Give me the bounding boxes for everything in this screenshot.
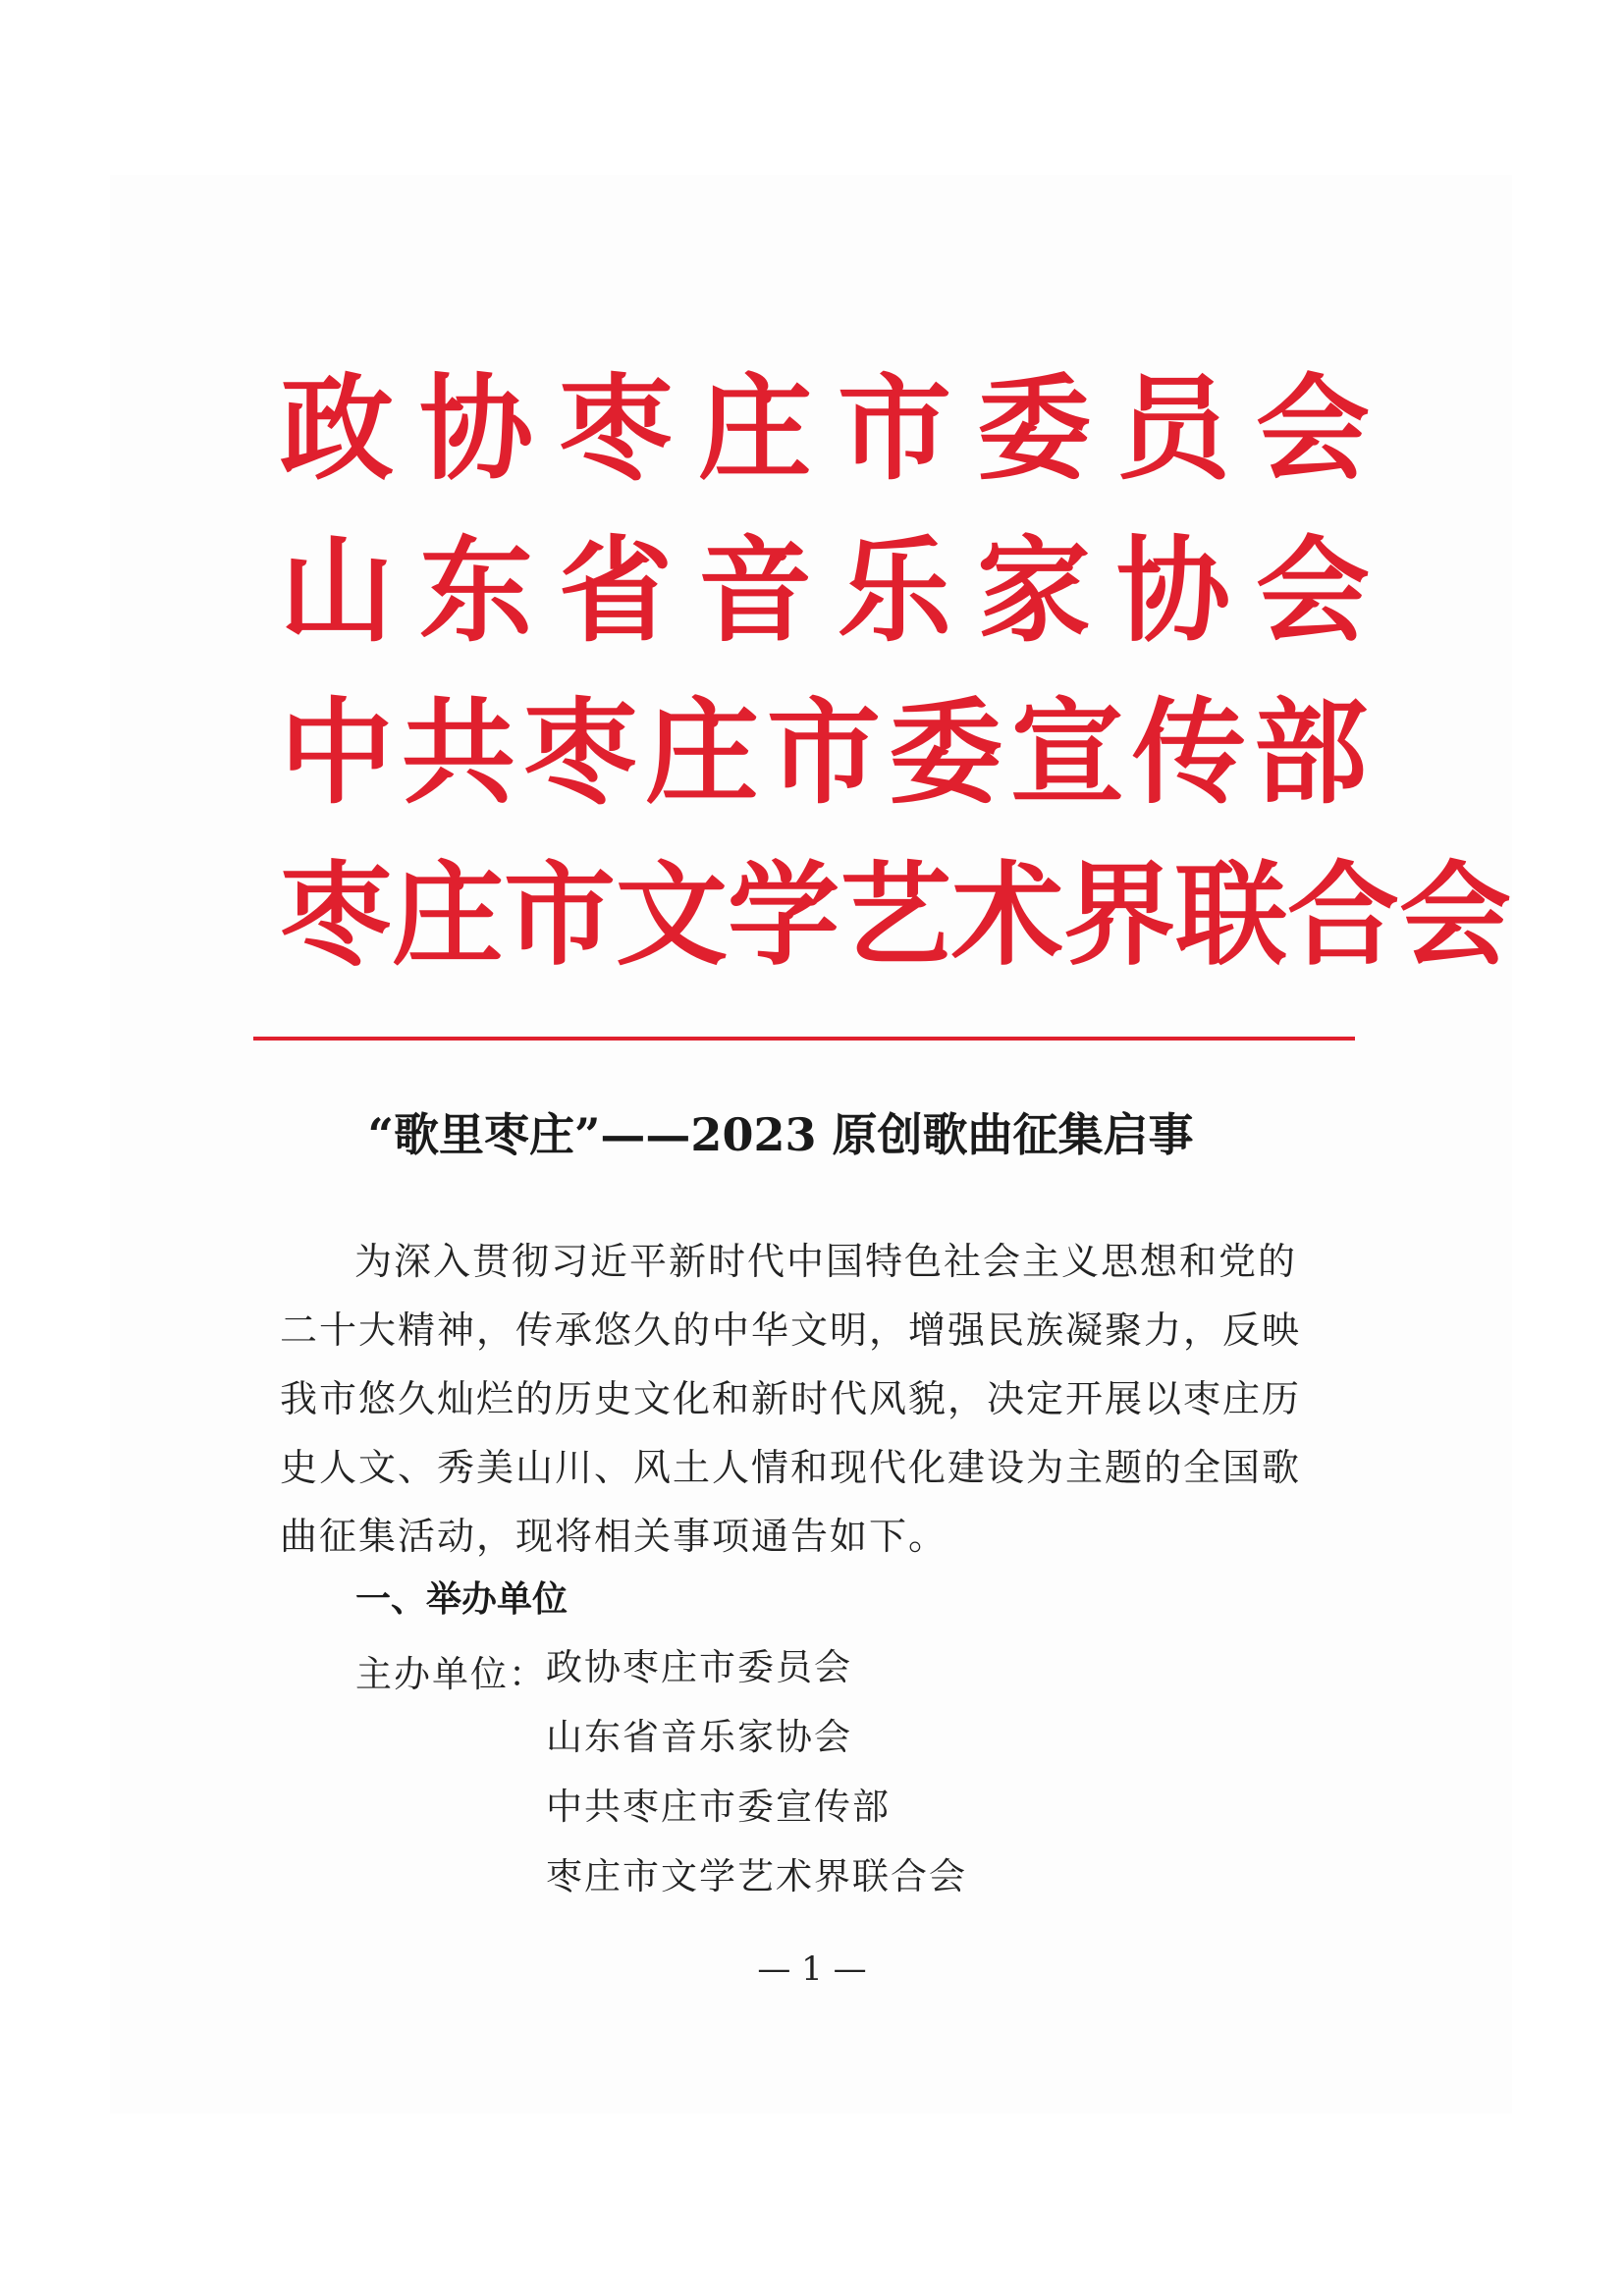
issuing-organizations: [280, 348, 1512, 996]
document-title: “歌里枣庄”——2023 原创歌曲征集启事: [367, 1108, 1194, 1161]
section-heading: 一、举办单位: [355, 1579, 568, 1620]
organization-name: 枣庄市文学艺术界联合会: [280, 849, 1512, 981]
host-unit-item: 山东省音乐家协会: [546, 1716, 852, 1758]
organization-name: 政协枣庄市委员会: [280, 362, 1395, 496]
host-unit-item: 中共枣庄市委宣传部: [546, 1786, 891, 1828]
host-unit-item: 政协枣庄市委员会: [546, 1646, 852, 1688]
organization-name: 山东省音乐家协会: [280, 524, 1395, 658]
intro-paragraph: 为深入贯彻习近平新时代中国特色社会主义思想和党的二十大精神，传承悠久的中华文明，增强民族凝聚力，反映我市悠久灿烂的历史文化和新时代风貌，决定开展以枣庄历史人文、秀美山川、风土人情和现代化建设为主题的全国歌曲征集活动，现将相关事项通告如下。: [280, 1240, 1302, 1558]
page-number: — 1 —: [757, 1949, 867, 1989]
organization-name: 中共枣庄市委宣传部: [280, 686, 1376, 820]
host-units-label: 主办单位：: [355, 1653, 547, 1695]
host-unit-item: 枣庄市文学艺术界联合会: [546, 1855, 967, 1897]
red-divider-line: [253, 1037, 1355, 1041]
host-units-list: [546, 1644, 967, 1923]
